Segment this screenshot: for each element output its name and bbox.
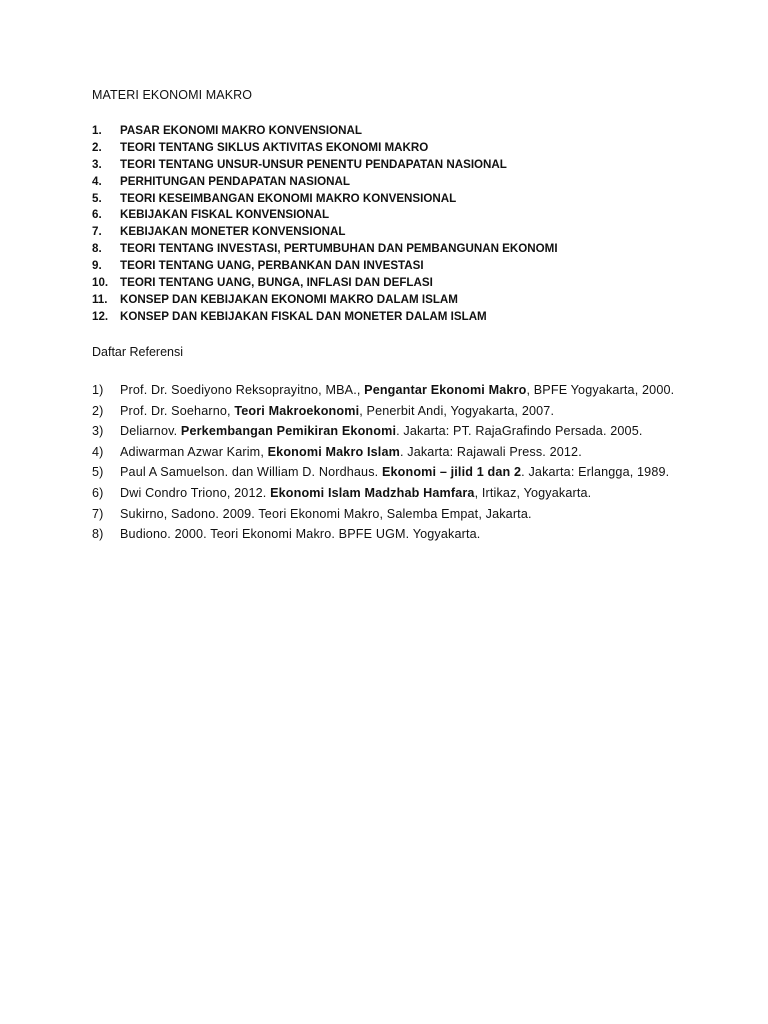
reference-item bbox=[92, 380, 692, 400]
topic-list bbox=[92, 123, 712, 326]
reference-list bbox=[92, 380, 692, 545]
reference-number: 5) bbox=[92, 465, 104, 480]
reference-number: 7) bbox=[92, 506, 104, 521]
reference-title: Pengantar Ekonomi Makro bbox=[364, 383, 527, 397]
reference-number: 8) bbox=[92, 527, 104, 542]
topic-number: 5. bbox=[92, 191, 102, 205]
reference-text: Prof. Dr. Soediyono Reksoprayitno, MBA., bbox=[120, 383, 365, 397]
topic-number: 1. bbox=[92, 124, 102, 137]
reference-text: Prof. Dr. Soeharno, bbox=[120, 403, 235, 418]
topic-number: 10. bbox=[92, 276, 109, 290]
topic-item bbox=[92, 224, 712, 241]
reference-item bbox=[92, 524, 692, 544]
reference-text: Deliarnov. bbox=[120, 424, 181, 439]
reference-publisher: . Jakarta: PT. RajaGrafindo Persada. 2005. bbox=[396, 424, 643, 439]
topic-text: PERHITUNGAN PENDAPATAN NASIONAL bbox=[120, 174, 350, 188]
topic-text: TEORI KESEIMBANGAN EKONOMI MAKRO KONVENSIONAL bbox=[120, 191, 457, 205]
topic-item bbox=[92, 241, 712, 258]
reference-item bbox=[92, 462, 692, 482]
reference-number: 2) bbox=[92, 403, 104, 418]
references-heading: Daftar Referensi bbox=[92, 345, 184, 359]
document-title: MATERI EKONOMI MAKRO bbox=[92, 88, 253, 102]
reference-title: Perkembangan Pemikiran Ekonomi bbox=[180, 424, 397, 439]
topic-text: TEORI TENTANG UANG, PERBANKAN DAN INVESTASI bbox=[120, 259, 424, 273]
topic-text: KEBIJAKAN MONETER KONVENSIONAL bbox=[120, 225, 346, 239]
topic-text: TEORI TENTANG INVESTASI, PERTUMBUHAN DAN PEMBANGUNAN EKONOMI bbox=[120, 242, 558, 256]
reference-text: Paul A Samuelson. dan William D. Nordhaus. bbox=[120, 465, 382, 480]
reference-text: Budiono. 2000. Teori Ekonomi Makro. BPFE UGM. Yogyakarta. bbox=[120, 527, 481, 542]
reference-item bbox=[92, 504, 692, 524]
topic-number: 8. bbox=[92, 242, 102, 256]
reference-number: 6) bbox=[92, 485, 104, 500]
topic-text: PASAR EKONOMI MAKRO KONVENSIONAL bbox=[120, 124, 362, 137]
topic-item bbox=[92, 275, 712, 292]
topic-text: KONSEP DAN KEBIJAKAN EKONOMI MAKRO DALAM ISLAM bbox=[120, 292, 458, 306]
topic-item bbox=[92, 174, 712, 191]
reference-number: 1) bbox=[92, 383, 104, 397]
reference-number: 4) bbox=[92, 444, 104, 459]
reference-title: Ekonomi Islam Madzhab Hamfara bbox=[270, 485, 475, 500]
topic-item bbox=[92, 140, 712, 157]
topic-item bbox=[92, 258, 712, 275]
reference-item bbox=[92, 442, 692, 462]
reference-text: Sukirno, Sadono. 2009. Teori Ekonomi Makro, Salemba Empat, Jakarta. bbox=[120, 506, 532, 521]
reference-publisher: . Jakarta: Erlangga, 1989. bbox=[521, 465, 670, 480]
reference-number: 3) bbox=[92, 424, 104, 439]
topic-number: 3. bbox=[92, 157, 102, 171]
reference-item bbox=[92, 401, 692, 421]
reference-text: Dwi Condro Triono, 2012. bbox=[120, 485, 271, 500]
topic-item bbox=[92, 157, 712, 174]
reference-publisher: , Irtikaz, Yogyakarta. bbox=[474, 485, 592, 500]
topic-item bbox=[92, 292, 712, 309]
reference-publisher: , Penerbit Andi, Yogyakarta, 2007. bbox=[359, 403, 555, 418]
topic-text: TEORI TENTANG UANG, BUNGA, INFLASI DAN DEFLASI bbox=[120, 276, 433, 290]
topic-number: 12. bbox=[92, 309, 109, 323]
topic-number: 9. bbox=[92, 259, 102, 273]
topic-text: KONSEP DAN KEBIJAKAN FISKAL DAN MONETER DALAM ISLAM bbox=[120, 309, 487, 323]
topic-item bbox=[92, 309, 712, 326]
reference-text: Adiwarman Azwar Karim, bbox=[120, 444, 268, 459]
reference-publisher: . Jakarta: Rajawali Press. 2012. bbox=[399, 444, 582, 459]
topic-item bbox=[92, 207, 712, 224]
topic-number: 7. bbox=[92, 225, 102, 239]
topic-text: KEBIJAKAN FISKAL KONVENSIONAL bbox=[120, 208, 330, 222]
topic-number: 6. bbox=[92, 208, 102, 222]
topic-item bbox=[92, 191, 712, 208]
reference-title: Ekonomi Makro Islam bbox=[267, 444, 400, 459]
reference-title: Teori Makroekonomi bbox=[234, 403, 360, 418]
topic-number: 2. bbox=[92, 140, 102, 154]
topic-number: 4. bbox=[92, 174, 102, 188]
topic-item bbox=[92, 123, 712, 140]
reference-item bbox=[92, 483, 692, 503]
reference-item bbox=[92, 421, 692, 441]
reference-publisher: , BPFE Yogyakarta, 2000. bbox=[526, 383, 675, 397]
topic-text: TEORI TENTANG SIKLUS AKTIVITAS EKONOMI MAKRO bbox=[120, 140, 429, 154]
topic-text: TEORI TENTANG UNSUR-UNSUR PENENTU PENDAPATAN NASIONAL bbox=[120, 157, 507, 171]
reference-title: Ekonomi – jilid 1 dan 2 bbox=[381, 465, 522, 480]
topic-number: 11. bbox=[92, 292, 108, 306]
